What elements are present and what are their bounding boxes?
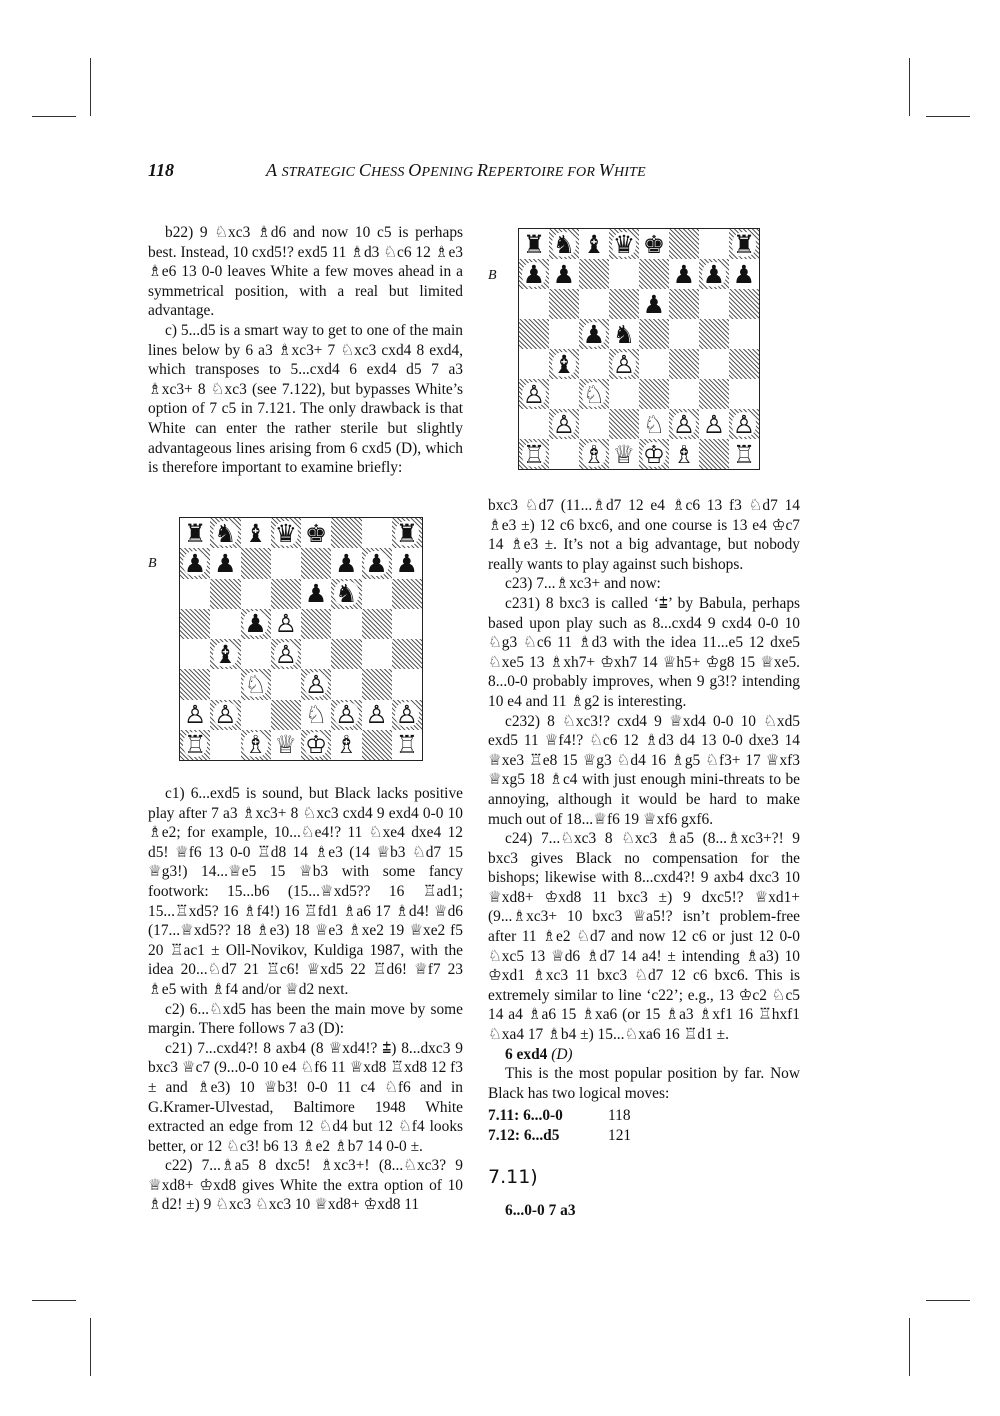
chess-piece: ♞ bbox=[214, 518, 237, 548]
chess-piece: ♛ bbox=[612, 229, 636, 259]
board-square bbox=[362, 518, 392, 548]
side-to-move-label: B bbox=[148, 556, 157, 571]
board-square bbox=[669, 289, 699, 319]
board-square bbox=[392, 579, 422, 609]
crop-mark bbox=[926, 116, 970, 117]
board-square bbox=[549, 439, 579, 469]
board-square bbox=[180, 518, 210, 548]
chess-piece: ♘ bbox=[642, 409, 666, 439]
chess-piece: ♞ bbox=[552, 229, 576, 259]
board-square bbox=[579, 259, 609, 289]
crop-mark bbox=[32, 116, 76, 117]
board-square bbox=[331, 700, 361, 730]
board-square bbox=[699, 409, 729, 439]
chess-piece: ♘ bbox=[244, 669, 267, 699]
board-square bbox=[729, 409, 759, 439]
chess-piece: ♖ bbox=[183, 730, 207, 760]
board-square bbox=[271, 730, 301, 760]
board-square bbox=[519, 229, 549, 259]
board-square bbox=[362, 669, 392, 699]
board-square bbox=[301, 669, 331, 699]
board-square bbox=[362, 609, 392, 639]
board-square bbox=[519, 409, 549, 439]
chess-piece: ♖ bbox=[395, 730, 419, 760]
chess-piece: ♟ bbox=[642, 289, 666, 319]
chess-piece: ♝ bbox=[582, 229, 606, 259]
board-square bbox=[180, 609, 210, 639]
chess-piece: ♖ bbox=[522, 439, 546, 469]
paragraph: b22) 9 ♘xc3 ♗d6 and now 10 c5 is perhaps best. Instead, 10 cxd5!? exd5 11 ♗d3 ♘c6 12 ♗e3 ♗e6 13 0-0 leaves White a few moves ahead in a symmetrical position, with a real but limited advantage. bbox=[148, 224, 463, 320]
board-square bbox=[241, 518, 271, 548]
board-square bbox=[392, 518, 422, 548]
board-square bbox=[331, 609, 361, 639]
board-square bbox=[519, 439, 549, 469]
board-square bbox=[669, 259, 699, 289]
board-square bbox=[669, 409, 699, 439]
chess-piece: ♙ bbox=[214, 700, 237, 730]
board-square bbox=[271, 609, 301, 639]
board-square bbox=[549, 349, 579, 379]
board-square bbox=[609, 289, 639, 319]
board-square bbox=[241, 730, 271, 760]
board-square bbox=[669, 229, 699, 259]
left-column-top bbox=[148, 223, 463, 478]
board-square bbox=[392, 548, 422, 578]
chess-piece: ♙ bbox=[702, 409, 726, 439]
board-square bbox=[241, 639, 271, 669]
board-square bbox=[579, 229, 609, 259]
chess-piece: ♘ bbox=[304, 700, 328, 730]
board-square bbox=[301, 518, 331, 548]
board-square bbox=[241, 548, 271, 578]
crop-mark bbox=[909, 1318, 910, 1376]
board-square bbox=[729, 439, 759, 469]
chess-piece: ♚ bbox=[304, 518, 328, 548]
paragraph: c232) 8 ♘xc3!? cxd4 9 ♕xd4 0-0 10 ♘xd5 exd5 11 ♕f4!? ♘c6 12 ♗d3 d4 13 0-0 dxe3 14 ♕xe3 ♖e8 15 ♕g3 ♘d4 16 ♗g5 ♘f3+ 17 ♕xf3 ♕xg5 18 ♗c4 with just enough mini-threats to be annoying, although it would be hard to make much out of 18...♕f6 19 ♕xf6 gxf6. bbox=[488, 712, 800, 828]
chess-diagram bbox=[179, 517, 423, 761]
crop-mark bbox=[926, 1300, 970, 1301]
chess-piece: ♙ bbox=[335, 700, 358, 730]
chess-piece: ♙ bbox=[274, 609, 298, 639]
board-square bbox=[271, 579, 301, 609]
chess-piece: ♗ bbox=[672, 439, 696, 469]
board-square bbox=[301, 700, 331, 730]
board-square bbox=[362, 700, 392, 730]
chess-piece: ♙ bbox=[183, 700, 207, 730]
board-square bbox=[699, 349, 729, 379]
board-square bbox=[669, 439, 699, 469]
board-square bbox=[549, 409, 579, 439]
chess-piece: ♜ bbox=[395, 518, 419, 548]
chess-piece: ♕ bbox=[612, 439, 636, 469]
paragraph: c231) 8 bxc3 is called ‘⩲’ by Babula, perhaps based upon play such as 8...cxd4 9 cxd4 0-0 10 ♘g3 ♘c6 11 ♗d3 with the idea 11...e5 12 dxe5 ♘xe5 13 ♗xh7+ ♔xh7 14 ♕h5+ ♔g8 15 ♕xe5. 8...0-0 probably improves, when 9 g3!? intending 10 e4 and 11 ♗g2 is interesting. bbox=[488, 594, 800, 710]
board-square bbox=[549, 289, 579, 319]
move-list bbox=[488, 1106, 800, 1145]
board-square bbox=[210, 579, 240, 609]
chess-piece: ♚ bbox=[642, 229, 666, 259]
chess-piece: ♟ bbox=[365, 548, 388, 578]
board-square bbox=[549, 259, 579, 289]
board-square bbox=[362, 579, 392, 609]
board-square bbox=[392, 639, 422, 669]
paragraph: c2) 6...♘xd5 has been the main move by some margin. There follows 7 a3 (D): bbox=[148, 1000, 463, 1038]
paragraph: This is the most popular position by far. Now Black has two logical moves: bbox=[488, 1065, 800, 1102]
board-square bbox=[729, 379, 759, 409]
chess-piece: ♗ bbox=[244, 730, 267, 760]
board-square bbox=[519, 289, 549, 319]
paragraph: c22) 7...♗a5 8 dxc5! ♗xc3+! (8...♘xc3? 9 ♕xd8+ ♔xd8 gives White the extra option of 10 ♗d2! ±) 9 ♘xc3 ♘xc3 10 ♕xd8+ ♔xd8 11 bbox=[148, 1157, 463, 1214]
chess-piece: ♛ bbox=[274, 518, 298, 548]
board-square bbox=[392, 609, 422, 639]
chess-piece: ♟ bbox=[244, 609, 267, 639]
chess-piece: ♙ bbox=[552, 409, 576, 439]
crop-mark bbox=[909, 58, 910, 116]
chess-piece: ♟ bbox=[304, 579, 328, 609]
board-square bbox=[699, 229, 729, 259]
board-square bbox=[331, 548, 361, 578]
board-square bbox=[271, 700, 301, 730]
chess-piece: ♟ bbox=[732, 259, 756, 289]
board-square bbox=[210, 730, 240, 760]
paragraph: c24) 7...♘xc3 8 ♘xc3 ♗a5 (8...♗xc3+?! 9 bxc3 gives Black no compensation for the bishops; likewise with 8...cxd4?! 9 axb4 dxc3 10 ♕xd8+ ♔xd8 11 bxc3 ±) 9 dxc5!? ♕xd1+ (9...♗xc3+ 10 bxc3 ♕a5!? isn’t problem-free after 11 ♗e2 ♘d7 and now 12 c6 or just 12 0-0 ♘xc5 13 ♕d6 ♗d7 14 a4! ± intending ♗a3) 10 ♔xd1 ♗xc3 11 bxc3 ♘d7 12 c6 bxc6. This is extremely similar to line ‘c22’; e.g., 13 ♔c2 ♘c5 14 a4 ♗a6 15 ♗xa6 (or 15 ♗a3 ♗xf1 16 ♖hxf1 ♘xa4 17 ♗b4 ±) 15...♘xa6 16 ♖d1 ±. bbox=[488, 830, 800, 1044]
board-square bbox=[180, 700, 210, 730]
page-number: 118 bbox=[148, 160, 175, 180]
board-square bbox=[180, 639, 210, 669]
board-square bbox=[729, 349, 759, 379]
board-square bbox=[392, 669, 422, 699]
board-square bbox=[699, 439, 729, 469]
board-square bbox=[579, 289, 609, 319]
chess-piece: ♖ bbox=[732, 439, 756, 469]
board-square bbox=[609, 349, 639, 379]
chess-piece: ♜ bbox=[183, 518, 207, 548]
chess-piece: ♙ bbox=[612, 349, 636, 379]
board-square bbox=[362, 548, 392, 578]
board-square bbox=[392, 730, 422, 760]
board-square bbox=[180, 669, 210, 699]
board-square bbox=[210, 669, 240, 699]
chess-piece: ♗ bbox=[582, 439, 606, 469]
paragraph: c21) 7...cxd4?! 8 axb4 (8 ♕xd4!? ⩲) 8...dxc3 9 bxc3 ♕c7 (9...0-0 10 e4 ♘f6 11 ♕xd8 ♖xd8 12 f3 ± and ♗e3) 10 ♕b3! 0-0 11 c4 ♘f6 and in G.Kramer-Ulvestad, Baltimore 1948 White extracted an edge from 12 ♘d4 but 12 ♘f4 looks better, or 12 ♘c3! b6 13 ♗e2 ♗b7 14 0-0 ±. bbox=[148, 1039, 463, 1155]
board-square bbox=[180, 579, 210, 609]
board-square bbox=[639, 259, 669, 289]
board-square bbox=[271, 548, 301, 578]
paragraph: c) 5...d5 is a smart way to get to one of the main lines below by 6 a3 ♗xc3+ 7 ♘xc3 cxd4 8 exd4, which transposes to 5...cxd4 6 exd4 d5 7 a3 ♗xc3+ 8 ♘xc3 (see 7.122), but bypasses White’s option of 7 c5 in 7.121. The only drawback is that White can enter the rather sterile but slightly advantageous lines arising from 6 cxd5 (D), which is therefore important to examine briefly: bbox=[148, 321, 463, 477]
chess-piece: ♙ bbox=[395, 700, 419, 730]
board-square bbox=[210, 548, 240, 578]
board-square bbox=[609, 439, 639, 469]
chess-piece: ♔ bbox=[304, 730, 328, 760]
crop-mark bbox=[32, 1300, 76, 1301]
crop-mark bbox=[90, 1318, 91, 1376]
chess-piece: ♙ bbox=[274, 639, 298, 669]
board-square bbox=[639, 379, 669, 409]
section-move: 6...0-0 7 a3 bbox=[505, 1202, 576, 1220]
board-square bbox=[331, 730, 361, 760]
board-square bbox=[271, 639, 301, 669]
board-square bbox=[639, 319, 669, 349]
board-square bbox=[519, 319, 549, 349]
board-square bbox=[729, 319, 759, 349]
paragraph: c1) 6...exd5 is sound, but Black lacks positive play after 7 a3 ♗xc3+ 8 ♘xc3 cxd4 9 exd4 0-0 10 ♗e2; for example, 10...♘e4!? 11 ♘xe4 dxe4 12 d5! ♕f6 13 0-0 ♖d8 14 ♗e3 (14 ♕b3 ♘d7 15 ♕g3!) 14...♕e5 15 ♕b3 with some fancy footwork: 15...b6 (15...♕xd5?? 16 ♖ad1; 15...♖xd5? 16 ♗f4!) 16 ♖fd1 ♗a6 17 ♗d4! ♕d6 (17...♕xd5?? 18 ♗e3) 18 ♕e3 ♗xe2 19 ♕xe2 f5 20 ♖ac1 ± Oll-Novikov, Kuldiga 1987, with the idea 20...♘d7 21 ♖c6! ♕xd5 22 ♖d6! ♕f7 23 ♗e5 with ♗f4 and/or ♕d2 next. bbox=[148, 785, 463, 998]
board-square bbox=[639, 439, 669, 469]
chess-piece: ♞ bbox=[335, 579, 358, 609]
board-square bbox=[180, 548, 210, 578]
paragraph: c23) 7...♗xc3+ and now: bbox=[505, 575, 661, 593]
board-square bbox=[639, 409, 669, 439]
board-square bbox=[519, 349, 549, 379]
chess-piece: ♝ bbox=[552, 349, 576, 379]
board-square bbox=[609, 379, 639, 409]
board-square bbox=[362, 639, 392, 669]
board-square bbox=[669, 319, 699, 349]
board-square bbox=[729, 289, 759, 319]
board-square bbox=[699, 379, 729, 409]
board-square bbox=[549, 319, 579, 349]
move-list-item: 7.11: 6...0-0 118 bbox=[488, 1107, 631, 1125]
board-square bbox=[609, 259, 639, 289]
board-square bbox=[729, 259, 759, 289]
chess-piece: ♙ bbox=[304, 669, 328, 699]
chess-piece: ♔ bbox=[642, 439, 666, 469]
board-square bbox=[210, 700, 240, 730]
running-head: A STRATEGIC CHESS OPENING REPERTOIRE FOR WHITE bbox=[266, 160, 646, 180]
board-square bbox=[699, 259, 729, 289]
board-square bbox=[729, 229, 759, 259]
board-square bbox=[579, 319, 609, 349]
paragraph: bxc3 ♘d7 (11...♗d7 12 e4 ♗c6 13 f3 ♘d7 14 ♗e3 ±) 12 c6 bxc6, and one course is 13 e4 ♔c7 14 ♗e3 ±. It’s not a big advantage, but nobody really wants to play against such bishops. bbox=[488, 497, 800, 573]
left-column-bottom bbox=[148, 784, 463, 1215]
board-square bbox=[639, 229, 669, 259]
main-move: 6 exd4 (D) bbox=[505, 1045, 573, 1063]
board-square bbox=[699, 319, 729, 349]
board-square bbox=[609, 319, 639, 349]
board-square bbox=[180, 730, 210, 760]
chess-piece: ♙ bbox=[365, 700, 388, 730]
chess-piece: ♟ bbox=[522, 259, 546, 289]
page-header bbox=[148, 160, 880, 184]
board-square bbox=[301, 730, 331, 760]
chess-piece: ♝ bbox=[214, 639, 237, 669]
board-square bbox=[639, 349, 669, 379]
board-square bbox=[331, 669, 361, 699]
chess-piece: ♟ bbox=[552, 259, 576, 289]
section-heading: 7.11) bbox=[488, 1165, 538, 1188]
board-square bbox=[519, 379, 549, 409]
chess-piece: ♘ bbox=[582, 379, 606, 409]
chess-piece: ♟ bbox=[702, 259, 726, 289]
board-square bbox=[579, 379, 609, 409]
move-list-item: 7.12: 6...d5 121 bbox=[488, 1127, 632, 1144]
chess-piece: ♕ bbox=[274, 730, 298, 760]
board-square bbox=[331, 518, 361, 548]
right-column bbox=[488, 496, 800, 1221]
chess-piece: ♟ bbox=[183, 548, 207, 578]
board-square bbox=[271, 669, 301, 699]
side-to-move-label: B bbox=[488, 268, 497, 283]
board-square bbox=[271, 518, 301, 548]
chess-piece: ♟ bbox=[395, 548, 419, 578]
chess-piece: ♝ bbox=[244, 518, 267, 548]
board-square bbox=[699, 289, 729, 319]
crop-mark bbox=[90, 58, 91, 116]
board-square bbox=[639, 289, 669, 319]
board-square bbox=[609, 229, 639, 259]
board-square bbox=[579, 349, 609, 379]
chess-piece: ♗ bbox=[335, 730, 358, 760]
chess-piece: ♟ bbox=[582, 319, 606, 349]
chess-piece: ♙ bbox=[732, 409, 756, 439]
board-square bbox=[210, 609, 240, 639]
board-square bbox=[669, 349, 699, 379]
board-square bbox=[241, 579, 271, 609]
board-square bbox=[362, 730, 392, 760]
board-square bbox=[301, 548, 331, 578]
board-square bbox=[549, 229, 579, 259]
chess-piece: ♟ bbox=[335, 548, 358, 578]
board-square bbox=[669, 379, 699, 409]
chess-piece: ♞ bbox=[612, 319, 636, 349]
board-square bbox=[549, 379, 579, 409]
board-square bbox=[301, 609, 331, 639]
board-square bbox=[579, 439, 609, 469]
board-square bbox=[241, 700, 271, 730]
chess-piece: ♙ bbox=[672, 409, 696, 439]
board-square bbox=[241, 609, 271, 639]
board-square bbox=[392, 700, 422, 730]
board-square bbox=[609, 409, 639, 439]
board-square bbox=[210, 639, 240, 669]
board-square bbox=[579, 409, 609, 439]
chess-piece: ♟ bbox=[672, 259, 696, 289]
board-square bbox=[210, 518, 240, 548]
chess-diagram bbox=[518, 228, 760, 470]
chess-piece: ♟ bbox=[214, 548, 237, 578]
board-square bbox=[241, 669, 271, 699]
board-square bbox=[519, 259, 549, 289]
board-square bbox=[331, 639, 361, 669]
chess-piece: ♙ bbox=[522, 379, 546, 409]
chess-piece: ♜ bbox=[732, 229, 756, 259]
chess-piece: ♜ bbox=[522, 229, 546, 259]
board-square bbox=[301, 639, 331, 669]
board-square bbox=[331, 579, 361, 609]
board-square bbox=[301, 579, 331, 609]
